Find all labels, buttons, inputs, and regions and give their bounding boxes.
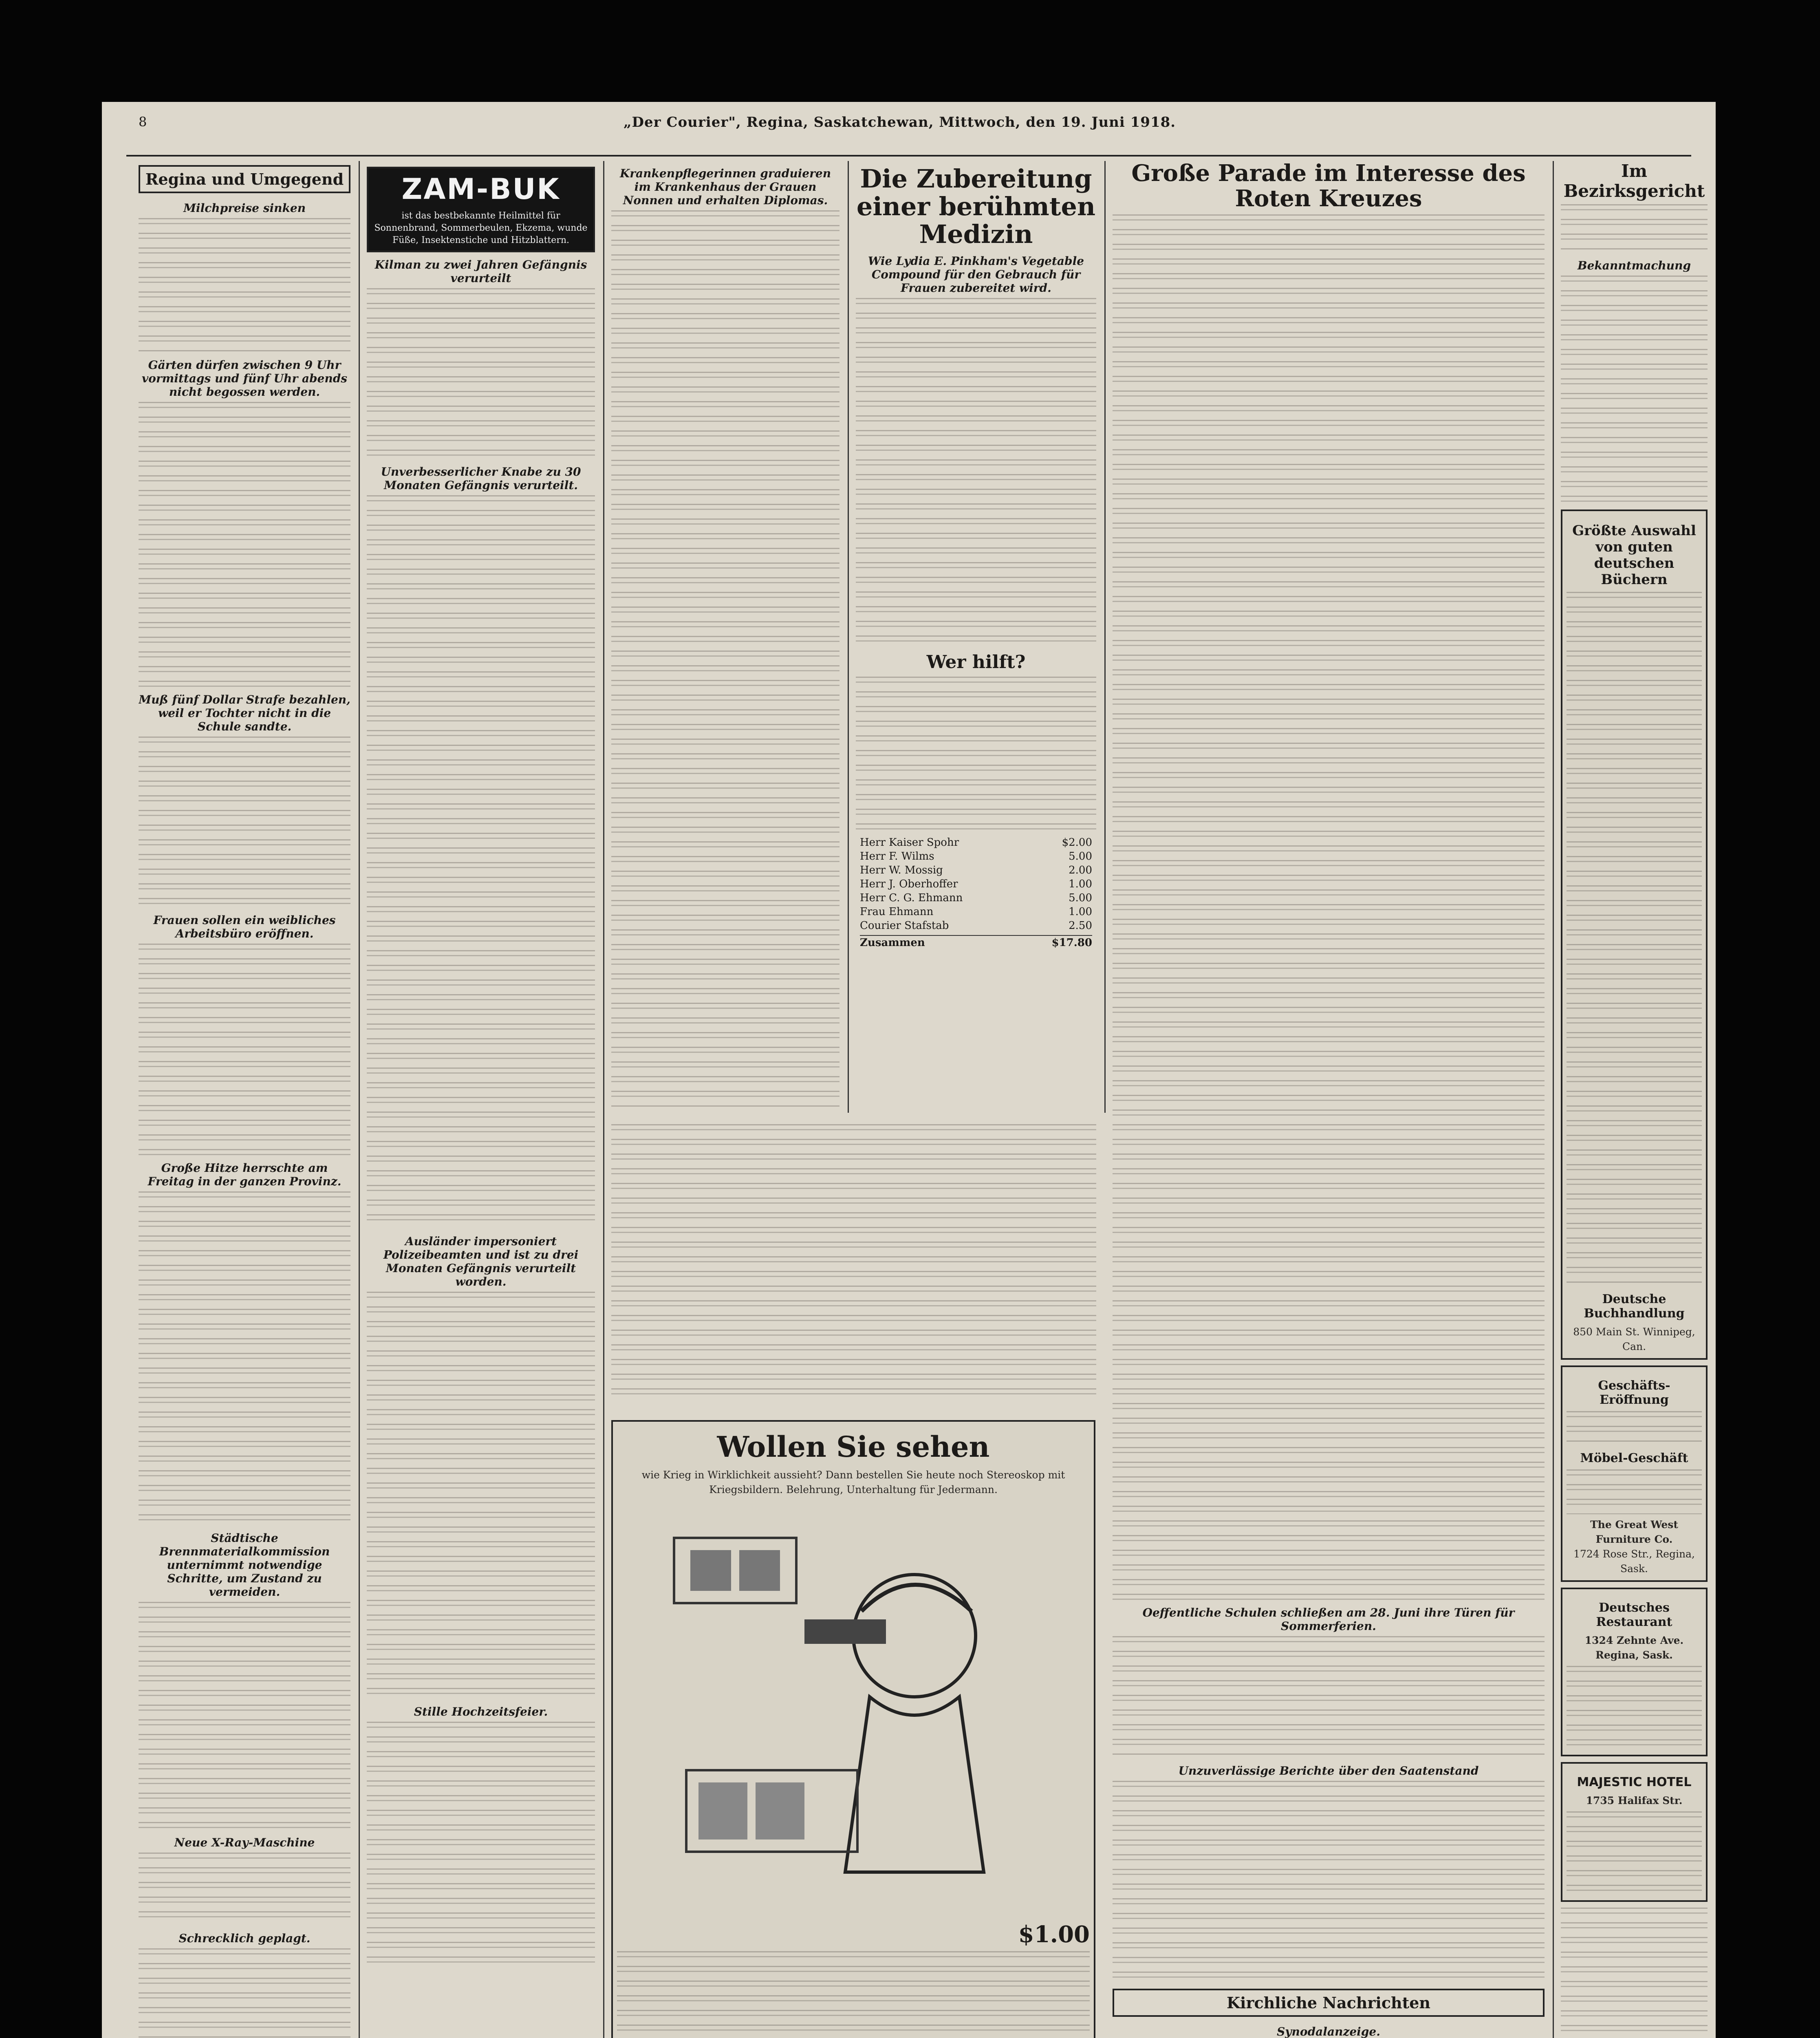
book-ad-title: Größte Auswahl von guten deutschen Büchern	[1572, 523, 1696, 588]
medicine-headline: Die Zubereitung einer berühmten Medizin	[856, 164, 1096, 249]
article-heading: Gärten dürfen zwischen 9 Uhr vormittags und fünf Uhr abends nicht begossen werden.	[141, 358, 348, 399]
article-text	[1561, 276, 1708, 504]
section-title: Regina und Umgegend	[139, 165, 350, 193]
article-text	[1561, 1908, 1708, 2038]
article-text	[1113, 214, 1545, 1600]
article-text	[611, 1124, 1096, 1398]
article-heading: Krankenpflegerinnen graduieren im Krankenhaus der Grauen Nonnen und erhalten Diplomas.	[619, 167, 831, 207]
donation-row: Herr Kaiser Spohr $2.00	[860, 836, 1092, 849]
book-ad-footer: Deutsche Buchhandlung	[1584, 1292, 1685, 1321]
column-4	[1113, 161, 1545, 2038]
article-text	[367, 288, 595, 459]
newspaper-page	[102, 102, 1716, 2038]
column-rule	[1553, 161, 1554, 2038]
church-news-title: Kirchliche Nachrichten	[1113, 1989, 1545, 2017]
article-text	[1113, 1636, 1545, 1758]
hotel-address: 1735 Halifax Str.	[1586, 1795, 1683, 1806]
article-text	[367, 495, 595, 1229]
donation-row: Courier Stafstab 2.50	[860, 919, 1092, 932]
medicine-subline: Wie Lydia E. Pinkham's Vegetable Compound für den Gebrauch für Frauen zubereitet wird.	[868, 254, 1084, 295]
hotel-text	[1567, 1811, 1702, 1893]
restaurant-address: 1324 Zehnte Ave. Regina, Sask.	[1584, 1634, 1684, 1661]
hotel-ad	[1561, 1762, 1708, 1902]
article-heading: Stille Hochzeitsfeier.	[414, 1705, 548, 1718]
article-heading: Neue X-Ray-Maschine	[174, 1836, 315, 1849]
article-text	[139, 1191, 350, 1526]
article-text	[139, 1948, 350, 2038]
donation-total: Zusammen $17.80	[860, 935, 1092, 950]
zambuk-logo: ZAM-BUK	[401, 172, 560, 206]
stereoscope-title: Wollen Sie sehen	[717, 1430, 990, 1464]
column-rule	[1104, 161, 1106, 1113]
zambuk-text: ist das bestbekannte Heilmittel für Sonnenbrand, Sommerbeulen, Ekzema, wunde Füße, Insektenstiche und Hitzblattern.	[374, 211, 588, 245]
article-heading: Unverbesserlicher Knabe zu 30 Monaten Gefängnis verurteilt.	[381, 465, 581, 492]
hotel-title: MAJESTIC HOTEL	[1577, 1775, 1692, 1789]
donation-row: Herr C. G. Ehmann 5.00	[860, 891, 1092, 904]
court-title: Im Bezirksgericht	[1563, 161, 1705, 201]
book-ad-address: 850 Main St. Winnipeg, Can.	[1573, 1326, 1695, 1352]
column-3b	[856, 161, 1096, 1113]
furniture-address: 1724 Rose Str., Regina, Sask.	[1573, 1548, 1695, 1575]
stereoscope-ad	[611, 1420, 1095, 2038]
lower-text	[611, 1121, 1096, 1398]
donation-row: Herr W. Mossig 2.00	[860, 864, 1092, 876]
article-text	[139, 1853, 350, 1926]
furniture-ad	[1561, 1365, 1708, 1582]
article-heading: Unzuverlässige Berichte über den Saatenstand	[1178, 1764, 1479, 1778]
article-heading: Frauen sollen ein weibliches Arbeitsbüro eröffnen.	[153, 913, 336, 940]
wer-hilft-heading: Wer hilft?	[926, 651, 1026, 673]
article-text	[139, 1602, 350, 1830]
running-title: „Der Courier", Regina, Saskatchewan, Mittwoch, den 19. Juni 1918.	[624, 114, 1176, 130]
page-header	[102, 102, 1716, 135]
article-heading: Oeffentliche Schulen schließen am 28. Juni ihre Türen für Sommerferien.	[1142, 1606, 1515, 1633]
stereoscope-illustration	[633, 1505, 1073, 1913]
article-heading: Muß fünf Dollar Strafe bezahlen, weil er Tochter nicht in die Schule sandte.	[139, 693, 350, 733]
donation-row: Frau Ehmann 1.00	[860, 905, 1092, 918]
zambuk-ad	[367, 167, 595, 252]
column-rule	[603, 161, 604, 2038]
article-text	[367, 1292, 595, 1699]
stereoscope-price: $1.00	[1018, 1921, 1090, 1948]
article-heading: Städtische Brennmaterialkommission unternimmt notwendige Schritte, um Zustand zu vermeiden.	[159, 1531, 330, 1599]
article-text	[856, 298, 1096, 644]
furniture-text	[1567, 1411, 1702, 1444]
book-list	[1567, 592, 1702, 1285]
article-text	[367, 1722, 595, 1966]
article-text	[139, 944, 350, 1156]
article-text	[1561, 204, 1708, 253]
article-heading: Große Hitze herrschte am Freitag in der ganzen Provinz.	[148, 1161, 342, 1188]
furniture-text	[1567, 1469, 1702, 1514]
article-heading: Kilman zu zwei Jahren Gefängnis verurteilt	[375, 258, 587, 285]
stereoscope-intro: wie Krieg in Wirklichkeit aussieht? Dann bestellen Sie heute noch Stereoskop mit Kriegsbildern. Belehrung, Unterhaltung für Jedermann.	[641, 1469, 1065, 1495]
column-rule	[359, 161, 360, 2038]
restaurant-title: Deutsches Restaurant	[1596, 1601, 1672, 1629]
header-rule	[126, 155, 1691, 157]
article-heading: Milchpreise sinken	[183, 201, 306, 215]
article-text	[611, 210, 839, 1107]
page-number: 8	[139, 114, 147, 130]
ad-list-text	[617, 1951, 1090, 2038]
article-text	[139, 402, 350, 687]
parade-headline: Große Parade im Interesse des Roten Kreuzes	[1131, 161, 1526, 212]
article-text	[1113, 1781, 1545, 1985]
restaurant-ad	[1561, 1588, 1708, 1756]
donation-list	[860, 836, 1092, 950]
announcement-heading: Bekanntmachung	[1577, 259, 1691, 272]
column-rule	[848, 161, 849, 1113]
article-heading: Ausländer impersoniert Polizeibeamten und ist zu drei Monaten Gefängnis verurteilt worden.	[383, 1235, 579, 1288]
article-text	[139, 737, 350, 908]
article-heading: Synodalanzeige.	[1277, 2025, 1380, 2038]
column-3	[611, 161, 839, 1113]
column-2	[367, 161, 595, 2038]
column-5	[1561, 161, 1708, 2038]
article-text	[856, 677, 1096, 832]
furniture-heading: Möbel-Geschäft	[1580, 1451, 1688, 1465]
furniture-firm: The Great West Furniture Co.	[1590, 1519, 1678, 1545]
donation-row: Herr F. Wilms 5.00	[860, 850, 1092, 862]
restaurant-text	[1567, 1666, 1702, 1747]
furniture-ad-title: Geschäfts-Eröffnung	[1598, 1379, 1670, 1407]
book-ad	[1561, 510, 1708, 1360]
column-1	[139, 161, 350, 2038]
article-text	[139, 218, 350, 353]
donation-row: Herr J. Oberhoffer 1.00	[860, 878, 1092, 890]
woman-stereoscope-icon	[633, 1505, 1073, 1913]
article-heading: Schrecklich geplagt.	[178, 1932, 311, 1945]
